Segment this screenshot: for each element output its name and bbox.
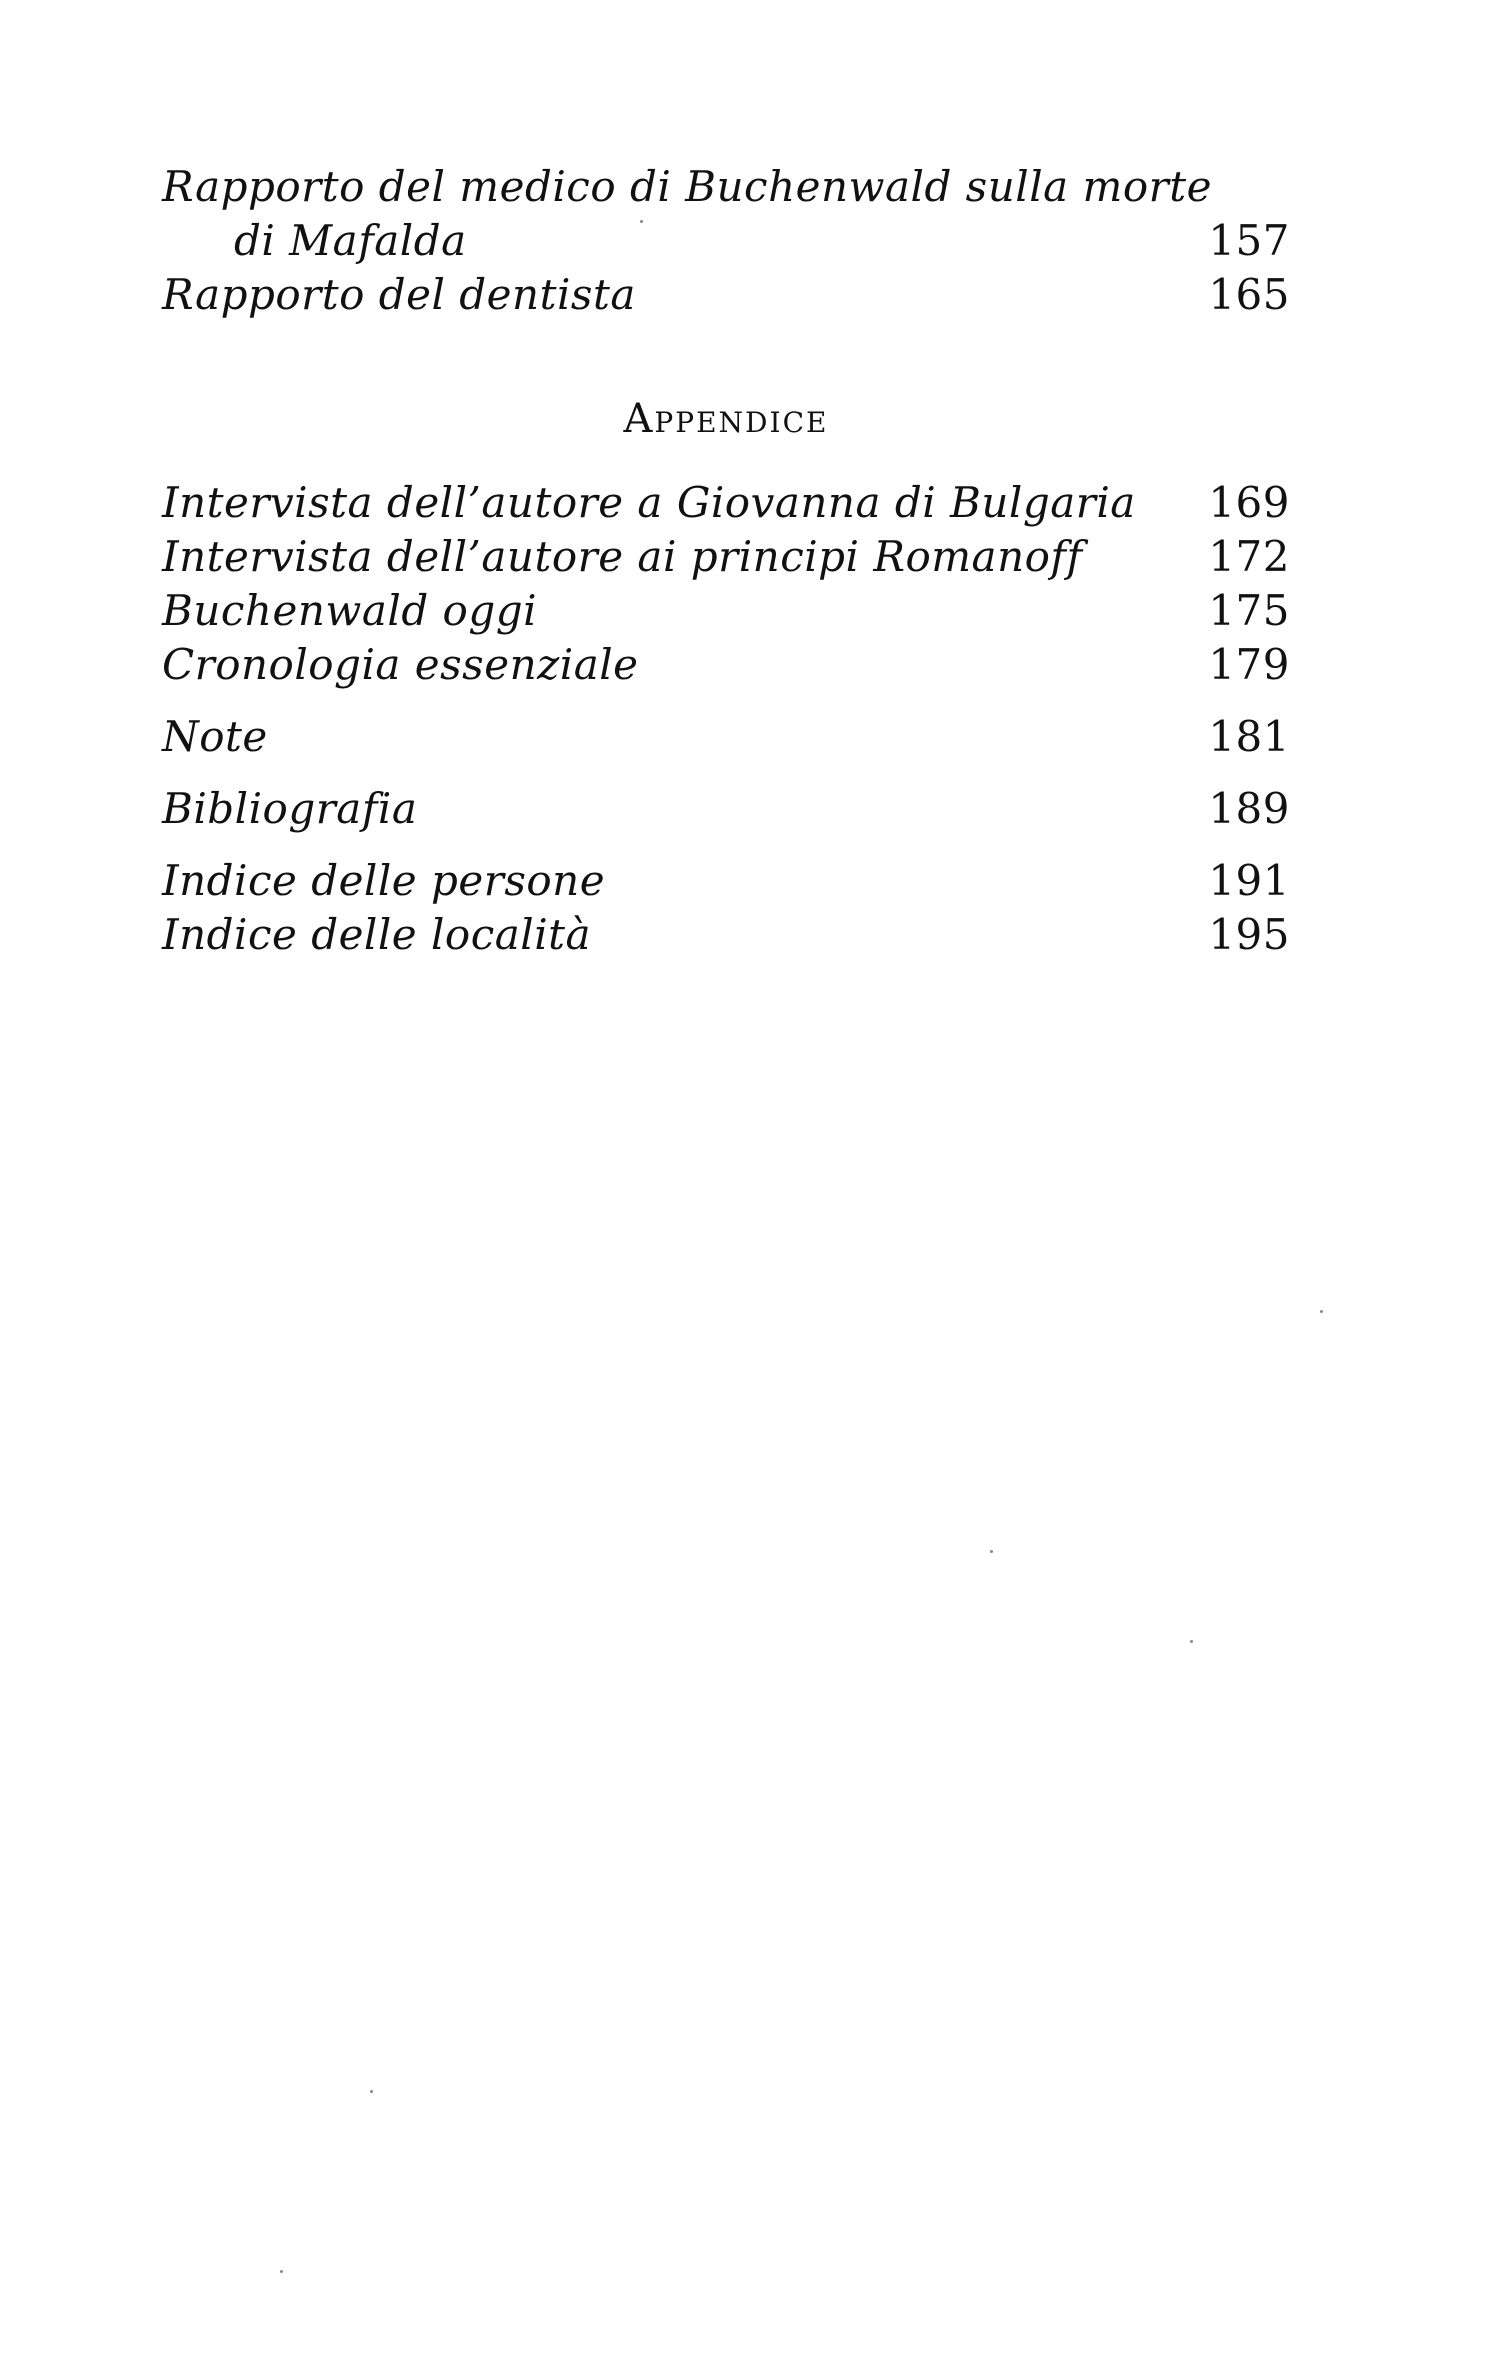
toc-entry (162, 160, 1290, 268)
toc-entry-page: 175 (1208, 586, 1290, 635)
toc-entry-page: 169 (1208, 478, 1290, 527)
toc-entry-page: 157 (1208, 216, 1290, 265)
scan-speck (640, 220, 643, 223)
scan-speck (280, 2270, 283, 2273)
toc-entry (162, 476, 1290, 530)
toc-entry-page: 189 (1208, 784, 1290, 833)
toc-entry (162, 268, 1290, 322)
toc-entry-continuation (162, 214, 1290, 268)
toc-entry-page: 181 (1208, 712, 1290, 761)
spacer (162, 836, 1290, 854)
toc-entry-page: 191 (1208, 856, 1290, 905)
scan-speck (990, 1550, 993, 1553)
toc-entry-title: Intervista dell’autore a Giovanna di Bulgaria (162, 478, 1136, 527)
spacer (162, 322, 1290, 392)
toc-entry-title: Indice delle persone (162, 856, 606, 905)
spacer (162, 692, 1290, 710)
toc-entry (162, 710, 1290, 764)
section-heading-appendice: Appendice (623, 396, 829, 442)
toc-entry (162, 854, 1290, 908)
toc-entry (162, 782, 1290, 836)
toc-entry-page: 165 (1208, 270, 1290, 319)
scan-speck (370, 2090, 373, 2093)
toc-entry (162, 584, 1290, 638)
toc-entry-page: 195 (1208, 910, 1290, 959)
toc-entry (162, 908, 1290, 962)
toc-entry-title: Indice delle località (162, 910, 592, 959)
scan-speck (1320, 1310, 1323, 1313)
toc-entry-title: Buchenwald oggi (162, 586, 538, 635)
toc-entry-title: Rapporto del medico di Buchenwald sulla morte (162, 162, 1212, 211)
toc-entry (162, 530, 1290, 584)
toc-entry-page: 172 (1208, 532, 1290, 581)
toc-entry-title: Cronologia essenziale (162, 640, 639, 689)
toc-entry-title: Bibliografia (162, 784, 418, 833)
spacer (162, 764, 1290, 782)
toc-entry-title: Note (162, 712, 268, 761)
toc-entry-page: 179 (1208, 640, 1290, 689)
toc-entry-title-continued: di Mafalda (234, 216, 467, 265)
scan-speck (1190, 1640, 1193, 1643)
toc-entry-title: Intervista dell’autore ai principi Romanoff (162, 532, 1083, 581)
table-of-contents (162, 160, 1290, 962)
toc-entry (162, 638, 1290, 692)
toc-entry-title: Rapporto del dentista (162, 270, 636, 319)
